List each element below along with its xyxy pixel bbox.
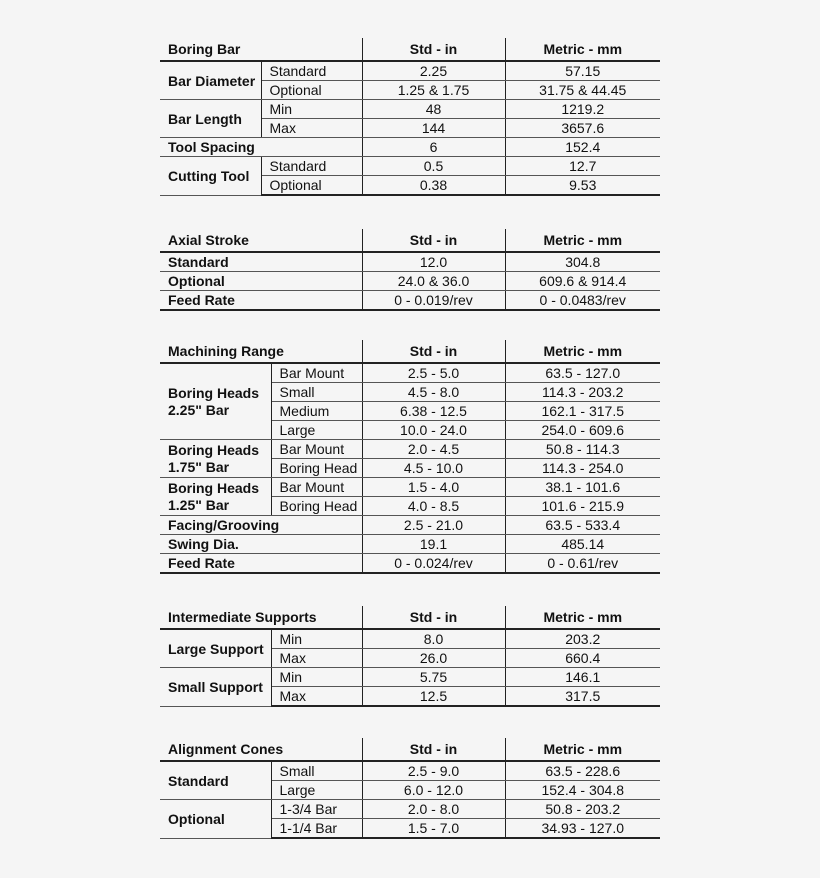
row-group-label: Bar Diameter [160, 61, 261, 100]
row-label: Optional [160, 272, 362, 291]
std-value: 0 - 0.024/rev [362, 554, 505, 574]
row-label: Feed Rate [160, 554, 362, 574]
std-value: 1.5 - 4.0 [362, 478, 505, 497]
std-value: 2.25 [362, 61, 505, 81]
row-sub-label: 1-1/4 Bar [271, 819, 362, 839]
row-group-label: Small Support [160, 668, 271, 707]
row-group-label: Standard [160, 761, 271, 800]
row-sub-label: Bar Mount [271, 440, 362, 459]
row-sub-label: 1-3/4 Bar [271, 800, 362, 819]
metric-value: 57.15 [505, 61, 660, 81]
metric-value: 34.93 - 127.0 [505, 819, 660, 839]
metric-value: 0 - 0.0483/rev [505, 291, 660, 311]
std-column-header: Std - in [362, 738, 505, 761]
machining-range-table [160, 340, 660, 574]
row-sub-label: Min [261, 100, 362, 119]
metric-value: 203.2 [505, 629, 660, 649]
row-label: Facing/Grooving [160, 516, 362, 535]
metric-value: 63.5 - 127.0 [505, 363, 660, 383]
table-row [160, 100, 660, 119]
std-value: 0.38 [362, 176, 505, 196]
table-header-row [160, 606, 660, 629]
metric-value: 3657.6 [505, 119, 660, 138]
std-value: 48 [362, 100, 505, 119]
metric-value: 609.6 & 914.4 [505, 272, 660, 291]
std-value: 6.38 - 12.5 [362, 402, 505, 421]
metric-value: 317.5 [505, 687, 660, 707]
row-sub-label: Max [261, 119, 362, 138]
row-group-label: Cutting Tool [160, 157, 261, 196]
std-value: 19.1 [362, 535, 505, 554]
table-row [160, 668, 660, 687]
table-header-row [160, 340, 660, 363]
metric-value: 9.53 [505, 176, 660, 196]
metric-column-header: Metric - mm [505, 738, 660, 761]
section-title: Boring Bar [160, 38, 362, 61]
metric-value: 0 - 0.61/rev [505, 554, 660, 574]
metric-value: 63.5 - 228.6 [505, 761, 660, 781]
axial-stroke-table [160, 229, 660, 311]
std-column-header: Std - in [362, 606, 505, 629]
metric-value: 101.6 - 215.9 [505, 497, 660, 516]
section-title: Machining Range [160, 340, 362, 363]
row-sub-label: Max [271, 649, 362, 668]
metric-value: 114.3 - 203.2 [505, 383, 660, 402]
row-group-label: Boring Heads 1.75" Bar [160, 440, 271, 478]
table-row [160, 157, 660, 176]
row-label: Standard [160, 252, 362, 272]
std-value: 4.5 - 8.0 [362, 383, 505, 402]
metric-value: 485.14 [505, 535, 660, 554]
std-value: 2.5 - 21.0 [362, 516, 505, 535]
row-label: Feed Rate [160, 291, 362, 311]
row-group-label: Bar Length [160, 100, 261, 138]
std-value: 12.0 [362, 252, 505, 272]
std-value: 1.5 - 7.0 [362, 819, 505, 839]
metric-column-header: Metric - mm [505, 38, 660, 61]
section-title: Axial Stroke [160, 229, 362, 252]
metric-value: 254.0 - 609.6 [505, 421, 660, 440]
row-label: Swing Dia. [160, 535, 362, 554]
table-row [160, 252, 660, 272]
row-sub-label: Min [271, 668, 362, 687]
row-sub-label: Standard [261, 61, 362, 81]
table-row [160, 138, 660, 157]
row-sub-label: Medium [271, 402, 362, 421]
section-title: Alignment Cones [160, 738, 362, 761]
std-column-header: Std - in [362, 340, 505, 363]
row-group-label: Boring Heads 2.25" Bar [160, 363, 271, 440]
std-value: 2.0 - 8.0 [362, 800, 505, 819]
std-value: 26.0 [362, 649, 505, 668]
row-group-label: Boring Heads 1.25" Bar [160, 478, 271, 516]
metric-column-header: Metric - mm [505, 340, 660, 363]
alignment-cones-table [160, 738, 660, 839]
std-value: 2.5 - 5.0 [362, 363, 505, 383]
row-sub-label: Large [271, 781, 362, 800]
table-row [160, 800, 660, 819]
row-sub-label: Boring Head [271, 459, 362, 478]
row-sub-label: Max [271, 687, 362, 707]
metric-value: 50.8 - 114.3 [505, 440, 660, 459]
std-value: 4.5 - 10.0 [362, 459, 505, 478]
table-row [160, 516, 660, 535]
metric-value: 63.5 - 533.4 [505, 516, 660, 535]
table-header-row [160, 738, 660, 761]
table-header-row [160, 38, 660, 61]
table-row [160, 761, 660, 781]
metric-value: 114.3 - 254.0 [505, 459, 660, 478]
row-group-label: Optional [160, 800, 271, 839]
row-sub-label: Optional [261, 81, 362, 100]
std-column-header: Std - in [362, 38, 505, 61]
metric-value: 152.4 - 304.8 [505, 781, 660, 800]
row-sub-label: Min [271, 629, 362, 649]
table-row [160, 478, 660, 497]
metric-value: 152.4 [505, 138, 660, 157]
row-sub-label: Standard [261, 157, 362, 176]
table-row [160, 272, 660, 291]
std-value: 2.5 - 9.0 [362, 761, 505, 781]
table-row [160, 554, 660, 574]
metric-column-header: Metric - mm [505, 606, 660, 629]
table-row [160, 61, 660, 81]
std-value: 4.0 - 8.5 [362, 497, 505, 516]
table-row [160, 291, 660, 311]
std-column-header: Std - in [362, 229, 505, 252]
row-sub-label: Optional [261, 176, 362, 196]
std-value: 10.0 - 24.0 [362, 421, 505, 440]
row-sub-label: Large [271, 421, 362, 440]
metric-value: 304.8 [505, 252, 660, 272]
table-row [160, 363, 660, 383]
std-value: 1.25 & 1.75 [362, 81, 505, 100]
metric-value: 660.4 [505, 649, 660, 668]
std-value: 5.75 [362, 668, 505, 687]
std-value: 144 [362, 119, 505, 138]
std-value: 24.0 & 36.0 [362, 272, 505, 291]
table-row [160, 535, 660, 554]
intermediate-supports-table [160, 606, 660, 707]
std-value: 12.5 [362, 687, 505, 707]
metric-value: 38.1 - 101.6 [505, 478, 660, 497]
metric-value: 31.75 & 44.45 [505, 81, 660, 100]
table-row [160, 629, 660, 649]
table-header-row [160, 229, 660, 252]
metric-column-header: Metric - mm [505, 229, 660, 252]
row-group-label: Large Support [160, 629, 271, 668]
std-value: 2.0 - 4.5 [362, 440, 505, 459]
metric-value: 162.1 - 317.5 [505, 402, 660, 421]
metric-value: 146.1 [505, 668, 660, 687]
row-label: Tool Spacing [160, 138, 362, 157]
metric-value: 50.8 - 203.2 [505, 800, 660, 819]
row-sub-label: Boring Head [271, 497, 362, 516]
row-sub-label: Small [271, 383, 362, 402]
metric-value: 1219.2 [505, 100, 660, 119]
boring-bar-table [160, 38, 660, 196]
row-sub-label: Bar Mount [271, 363, 362, 383]
std-value: 6.0 - 12.0 [362, 781, 505, 800]
metric-value: 12.7 [505, 157, 660, 176]
table-row [160, 440, 660, 459]
row-sub-label: Small [271, 761, 362, 781]
row-sub-label: Bar Mount [271, 478, 362, 497]
section-title: Intermediate Supports [160, 606, 362, 629]
std-value: 0.5 [362, 157, 505, 176]
std-value: 0 - 0.019/rev [362, 291, 505, 311]
std-value: 6 [362, 138, 505, 157]
std-value: 8.0 [362, 629, 505, 649]
